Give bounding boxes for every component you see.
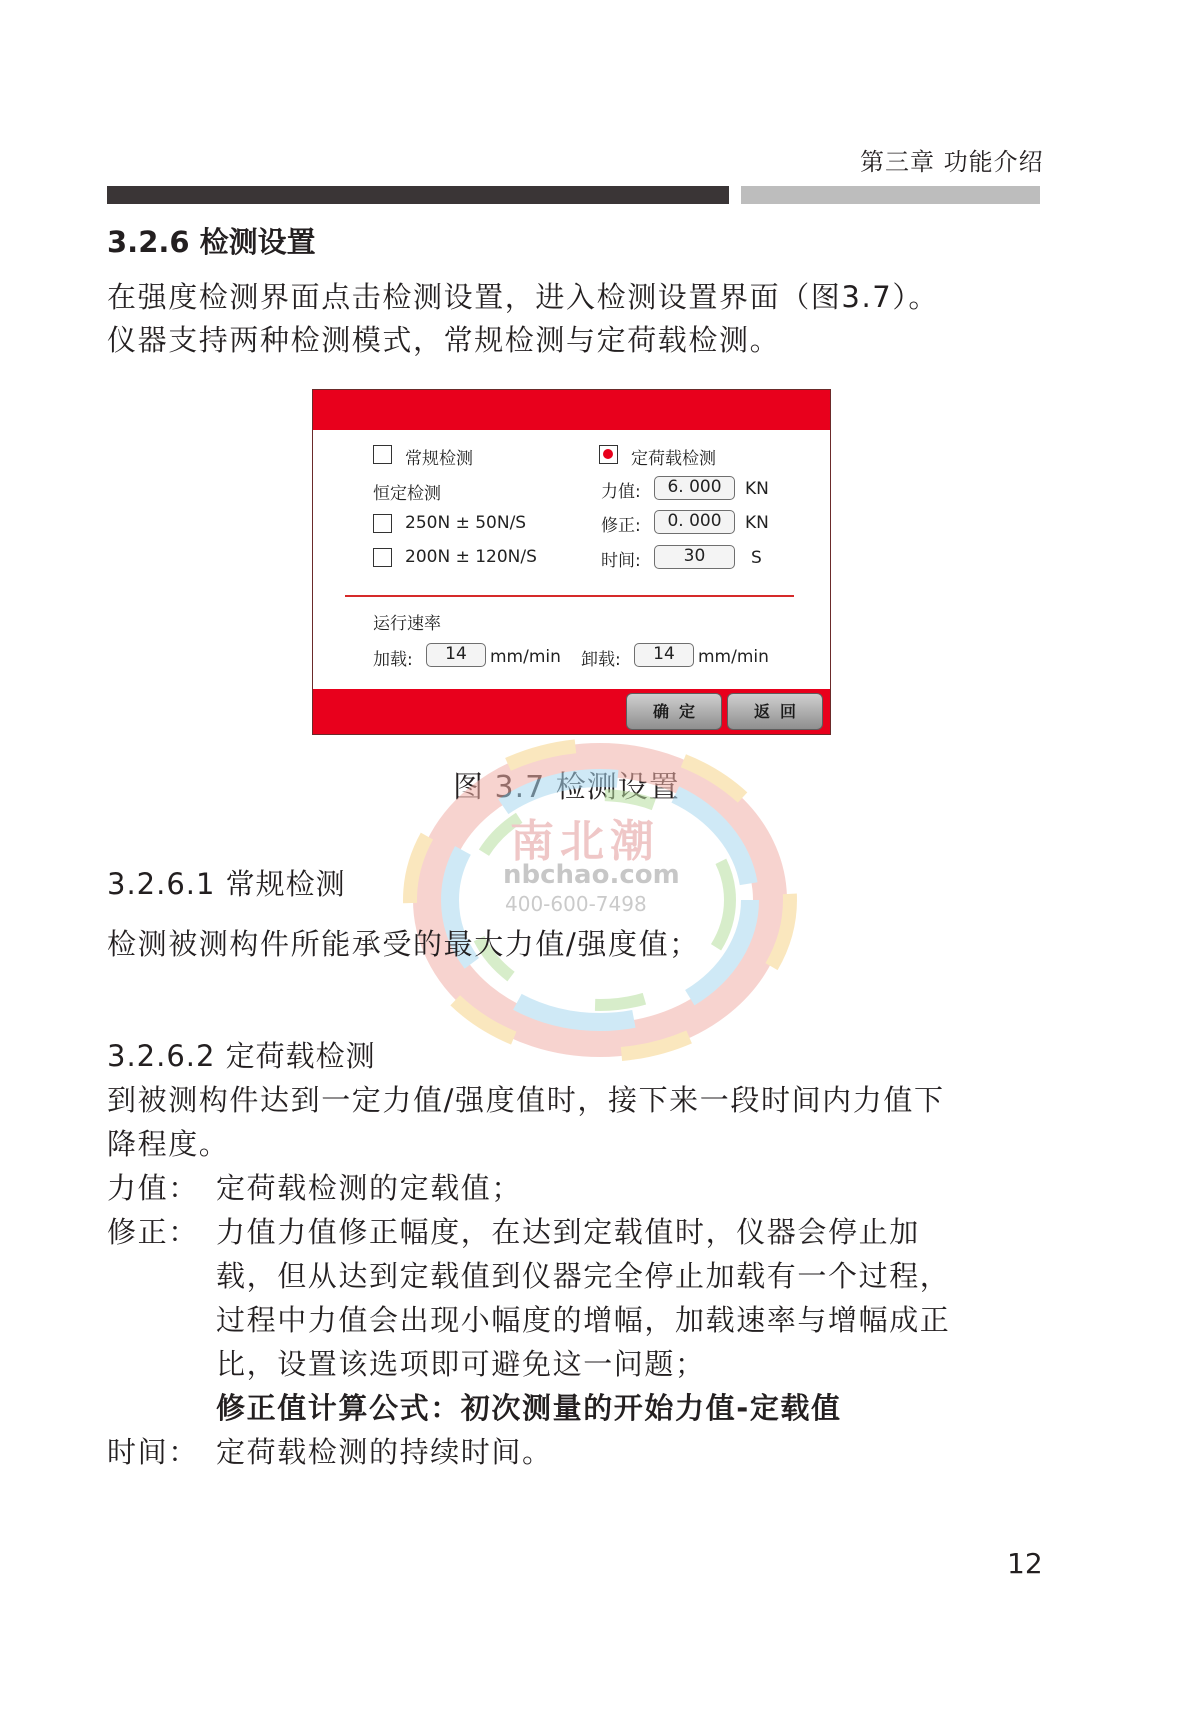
detection-settings-screenshot — [312, 389, 831, 735]
option-200-label: 200N ± 120N/S — [405, 547, 537, 567]
speed-title: 运行速率 — [373, 614, 441, 634]
time-label: 时间: — [601, 551, 641, 571]
unload-speed-label: 卸载: — [581, 650, 621, 670]
time-unit: S — [751, 548, 762, 568]
force-def-label: 力值： — [107, 1171, 199, 1205]
correction-label: 修正: — [601, 516, 641, 536]
correction-unit: KN — [745, 513, 769, 533]
option-200-checkbox[interactable] — [373, 548, 392, 567]
load-speed-unit: mm/min — [490, 647, 561, 667]
subsection-1-text: 检测被测构件所能承受的最大力值/强度值； — [107, 927, 700, 961]
intro-line-1: 在强度检测界面点击检测设置，进入检测设置界面（图3.7）。 — [107, 280, 940, 314]
back-button[interactable]: 返回 — [727, 693, 823, 730]
header-rule-light — [741, 186, 1040, 204]
subsection-2-line-2: 降程度。 — [107, 1127, 230, 1161]
fixed-load-mode-label: 定荷载检测 — [631, 449, 716, 469]
force-def-text: 定荷载检测的定载值； — [216, 1171, 523, 1205]
correction-def-line-4: 比，设置该选项即可避免这一问题； — [216, 1347, 706, 1381]
correction-formula: 修正值计算公式：初次测量的开始力值-定载值 — [216, 1391, 842, 1425]
option-250-label: 250N ± 50N/S — [405, 513, 527, 533]
time-input[interactable]: 30 — [654, 545, 735, 569]
time-def-label: 时间： — [107, 1435, 199, 1469]
option-250-checkbox[interactable] — [373, 514, 392, 533]
screen-title-bar — [313, 390, 830, 430]
correction-def-label: 修正： — [107, 1215, 199, 1249]
chapter-header: 第三章 功能介绍 — [860, 148, 1044, 176]
correction-input[interactable]: 0. 000 — [654, 510, 735, 534]
page-number: 12 — [1007, 1547, 1043, 1580]
watermark-brand: 南北潮 — [510, 816, 660, 867]
correction-def-line-1: 力值力值修正幅度，在达到定载值时，仪器会停止加 — [216, 1215, 920, 1249]
unload-speed-input[interactable]: 14 — [634, 643, 694, 667]
force-input[interactable]: 6. 000 — [654, 476, 735, 500]
section-heading: 3.2.6 检测设置 — [107, 225, 316, 259]
force-unit: KN — [745, 479, 769, 499]
normal-mode-label: 常规检测 — [405, 449, 473, 469]
intro-line-2: 仪器支持两种检测模式，常规检测与定荷载检测。 — [107, 323, 781, 357]
unload-speed-unit: mm/min — [698, 647, 769, 667]
time-def-text: 定荷载检测的持续时间。 — [216, 1435, 553, 1469]
watermark-phone: 400-600-7498 — [505, 892, 647, 916]
correction-def-line-3: 过程中力值会出现小幅度的增幅，加载速率与增幅成正 — [216, 1303, 951, 1337]
subsection-1-heading: 3.2.6.1 常规检测 — [107, 867, 346, 901]
correction-def-line-2: 载，但从达到定载值到仪器完全停止加载有一个过程， — [216, 1259, 951, 1293]
confirm-button[interactable]: 确定 — [626, 693, 722, 730]
load-speed-input[interactable]: 14 — [426, 643, 486, 667]
load-speed-label: 加载: — [373, 650, 413, 670]
subsection-2-line-1: 到被测构件达到一定力值/强度值时，接下来一段时间内力值下 — [107, 1083, 945, 1117]
subsection-2-heading: 3.2.6.2 定荷载检测 — [107, 1039, 376, 1073]
fixed-load-mode-radio[interactable] — [599, 445, 618, 464]
force-label: 力值: — [601, 482, 641, 502]
normal-mode-checkbox[interactable] — [373, 445, 392, 464]
header-rule-dark — [107, 186, 729, 204]
figure-caption: 图 3.7 检测设置 — [453, 770, 680, 805]
section-divider — [345, 595, 794, 597]
watermark-site: nbchao.com — [503, 860, 680, 890]
constant-detect-title: 恒定检测 — [373, 484, 441, 504]
watermark-logo — [385, 730, 815, 1070]
